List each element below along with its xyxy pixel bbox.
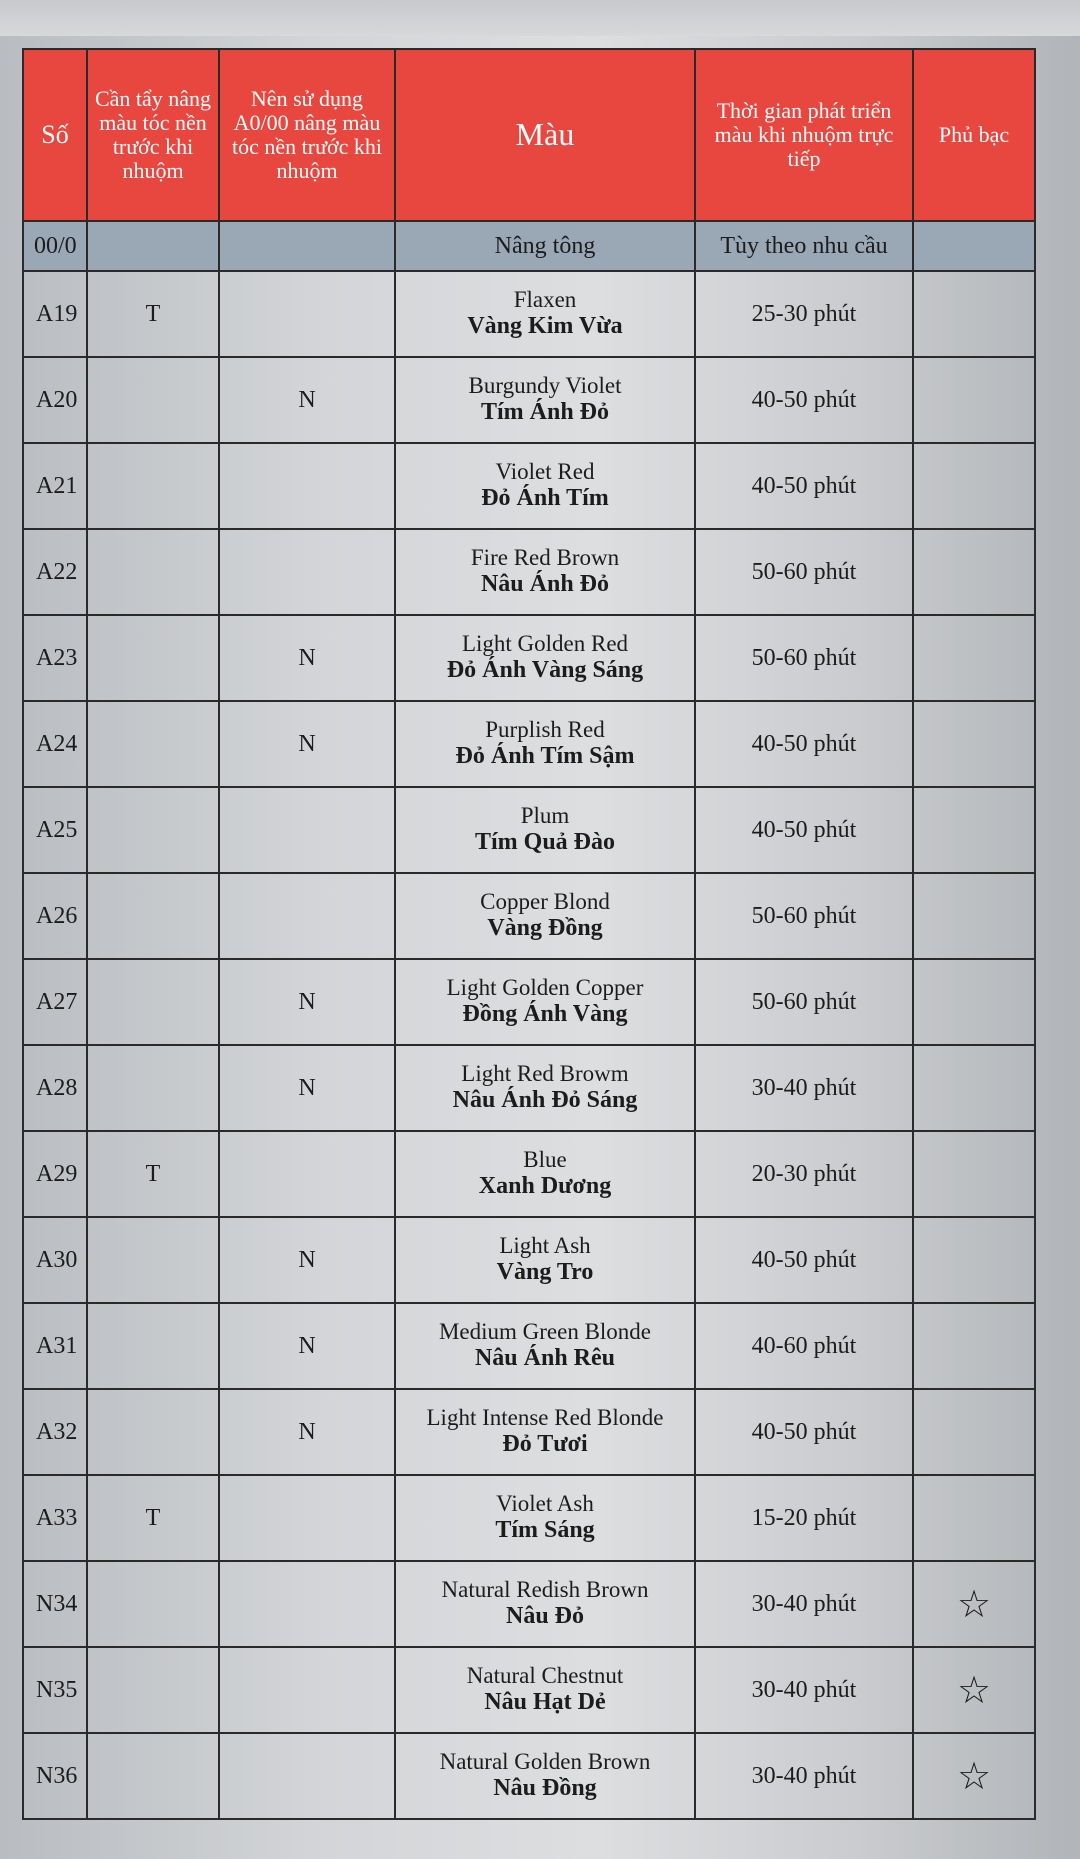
row-grey-coverage — [913, 1303, 1035, 1389]
row-lift-flag — [219, 1475, 395, 1561]
row-lift-flag: N — [219, 959, 395, 1045]
table-row — [23, 357, 1035, 443]
row-color-name — [395, 873, 695, 959]
color-name-vietnamese: Đỏ Ánh Tím — [481, 485, 609, 512]
toning-grey-cell — [913, 221, 1035, 271]
row-bleach-flag — [87, 615, 219, 701]
table-header-row — [23, 49, 1035, 221]
color-name-english: Blue — [523, 1146, 567, 1172]
row-grey-coverage — [913, 1647, 1035, 1733]
color-name-english: Violet Red — [495, 458, 595, 484]
toning-color: Nâng tông — [395, 221, 695, 271]
row-development-time: 50-60 phút — [695, 959, 913, 1045]
row-bleach-flag — [87, 1647, 219, 1733]
color-name-vietnamese: Nâu Đỏ — [505, 1603, 584, 1630]
row-code: N35 — [23, 1647, 87, 1733]
row-code: A24 — [23, 701, 87, 787]
row-color-name — [395, 1389, 695, 1475]
hair-color-table-container — [22, 48, 1034, 1820]
row-color-name — [395, 529, 695, 615]
color-name-vietnamese: Nâu Hạt Dẻ — [484, 1689, 606, 1716]
row-code: N36 — [23, 1733, 87, 1819]
row-grey-coverage — [913, 271, 1035, 357]
row-color-name — [395, 1045, 695, 1131]
row-bleach-flag — [87, 1303, 219, 1389]
row-development-time: 30-40 phút — [695, 1647, 913, 1733]
row-lift-flag: N — [219, 357, 395, 443]
table-row — [23, 271, 1035, 357]
table-row — [23, 615, 1035, 701]
row-lift-flag — [219, 1561, 395, 1647]
row-color-name — [395, 1131, 695, 1217]
color-name-vietnamese: Nâu Ánh Đỏ Sáng — [452, 1087, 638, 1114]
row-development-time: 40-50 phút — [695, 787, 913, 873]
hair-color-table — [22, 48, 1036, 1820]
color-name-english: Light Red Browm — [461, 1060, 629, 1086]
row-grey-coverage — [913, 443, 1035, 529]
table-row — [23, 1389, 1035, 1475]
color-name-vietnamese: Vàng Đồng — [487, 915, 603, 942]
row-bleach-flag — [87, 357, 219, 443]
row-bleach-flag — [87, 1733, 219, 1819]
color-name-english: Copper Blond — [480, 888, 610, 914]
row-code: A28 — [23, 1045, 87, 1131]
table-row — [23, 1475, 1035, 1561]
row-development-time: 40-50 phút — [695, 701, 913, 787]
row-bleach-flag — [87, 873, 219, 959]
row-code: A20 — [23, 357, 87, 443]
header-bleach: Cần tẩy nâng màu tóc nền trước khi nhuộm — [87, 49, 219, 221]
row-development-time: 50-60 phút — [695, 873, 913, 959]
row-bleach-flag: T — [87, 271, 219, 357]
row-development-time: 50-60 phút — [695, 615, 913, 701]
row-lift-flag — [219, 1647, 395, 1733]
row-code: A29 — [23, 1131, 87, 1217]
row-color-name — [395, 1561, 695, 1647]
row-color-name — [395, 443, 695, 529]
row-grey-coverage — [913, 357, 1035, 443]
row-development-time: 25-30 phút — [695, 271, 913, 357]
table-row — [23, 959, 1035, 1045]
toning-row — [23, 221, 1035, 271]
color-name-english: Plum — [520, 802, 570, 828]
row-development-time: 40-60 phút — [695, 1303, 913, 1389]
row-lift-flag: N — [219, 701, 395, 787]
row-grey-coverage — [913, 787, 1035, 873]
row-grey-coverage — [913, 529, 1035, 615]
row-code: A22 — [23, 529, 87, 615]
row-lift-flag: N — [219, 1389, 395, 1475]
row-grey-coverage — [913, 1131, 1035, 1217]
color-name-vietnamese: Đỏ Ánh Tím Sậm — [455, 743, 635, 770]
color-name-english: Light Golden Red — [461, 630, 629, 656]
color-name-vietnamese: Tím Sáng — [495, 1517, 595, 1544]
color-name-vietnamese: Vàng Kim Vừa — [467, 313, 623, 340]
row-development-time: 40-50 phút — [695, 1389, 913, 1475]
color-name-vietnamese: Đỏ Tươi — [502, 1431, 588, 1458]
color-name-vietnamese: Nâu Đồng — [493, 1775, 597, 1802]
row-bleach-flag — [87, 787, 219, 873]
table-row — [23, 529, 1035, 615]
row-color-name — [395, 271, 695, 357]
row-color-name — [395, 1475, 695, 1561]
toning-time: Tùy theo nhu cầu — [695, 221, 913, 271]
color-name-vietnamese: Đồng Ánh Vàng — [462, 1001, 628, 1028]
row-bleach-flag — [87, 529, 219, 615]
row-grey-coverage — [913, 1561, 1035, 1647]
table-row — [23, 1561, 1035, 1647]
color-name-english: Natural Redish Brown — [441, 1576, 649, 1602]
table-row — [23, 1131, 1035, 1217]
row-color-name — [395, 615, 695, 701]
row-grey-coverage — [913, 873, 1035, 959]
toning-lift-cell — [219, 221, 395, 271]
row-development-time: 20-30 phút — [695, 1131, 913, 1217]
row-bleach-flag — [87, 443, 219, 529]
row-development-time: 40-50 phút — [695, 357, 913, 443]
star-icon: ☆ — [956, 1583, 992, 1626]
color-name-english: Natural Golden Brown — [439, 1748, 651, 1774]
row-lift-flag — [219, 1131, 395, 1217]
row-grey-coverage — [913, 959, 1035, 1045]
row-lift-flag: N — [219, 615, 395, 701]
row-color-name — [395, 1733, 695, 1819]
row-development-time: 30-40 phút — [695, 1561, 913, 1647]
color-name-english: Fire Red Brown — [470, 544, 620, 570]
color-name-vietnamese: Đỏ Ánh Vàng Sáng — [446, 657, 644, 684]
color-name-vietnamese: Tím Quả Đào — [474, 829, 615, 856]
row-development-time: 15-20 phút — [695, 1475, 913, 1561]
color-name-english: Light Intense Red Blonde — [426, 1404, 664, 1430]
row-lift-flag: N — [219, 1045, 395, 1131]
row-code: A32 — [23, 1389, 87, 1475]
page-top-edge — [0, 0, 1080, 36]
color-name-vietnamese: Xanh Dương — [478, 1173, 612, 1200]
row-bleach-flag — [87, 1389, 219, 1475]
header-grey-coverage: Phủ bạc — [913, 49, 1035, 221]
row-grey-coverage — [913, 1217, 1035, 1303]
header-code: Số — [23, 49, 87, 221]
table-row — [23, 873, 1035, 959]
table-row — [23, 1647, 1035, 1733]
star-icon: ☆ — [956, 1755, 992, 1798]
row-lift-flag: N — [219, 1217, 395, 1303]
table-row — [23, 1303, 1035, 1389]
row-color-name — [395, 1303, 695, 1389]
row-code: A19 — [23, 271, 87, 357]
color-name-english: Flaxen — [513, 286, 577, 312]
color-name-english: Medium Green Blonde — [438, 1318, 652, 1344]
color-name-english: Purplish Red — [485, 716, 605, 742]
color-name-english: Violet Ash — [496, 1490, 594, 1516]
row-grey-coverage — [913, 1475, 1035, 1561]
row-bleach-flag: T — [87, 1131, 219, 1217]
row-lift-flag — [219, 271, 395, 357]
row-color-name — [395, 1647, 695, 1733]
row-lift-flag — [219, 1733, 395, 1819]
row-code: A31 — [23, 1303, 87, 1389]
color-name-english: Burgundy Violet — [468, 372, 622, 398]
star-icon: ☆ — [956, 1669, 992, 1712]
color-name-vietnamese: Tím Ánh Đỏ — [480, 399, 610, 426]
row-color-name — [395, 1217, 695, 1303]
row-color-name — [395, 787, 695, 873]
color-name-vietnamese: Vàng Tro — [496, 1259, 594, 1286]
table-row — [23, 1045, 1035, 1131]
header-color: Màu — [395, 49, 695, 221]
table-row — [23, 1733, 1035, 1819]
toning-bleach-cell — [87, 221, 219, 271]
row-bleach-flag — [87, 1217, 219, 1303]
row-development-time: 30-40 phút — [695, 1045, 913, 1131]
row-lift-flag: N — [219, 1303, 395, 1389]
row-development-time: 50-60 phút — [695, 529, 913, 615]
color-name-vietnamese: Nâu Ánh Rêu — [474, 1345, 616, 1372]
table-row — [23, 787, 1035, 873]
row-color-name — [395, 701, 695, 787]
table-row — [23, 701, 1035, 787]
row-lift-flag — [219, 443, 395, 529]
row-grey-coverage — [913, 615, 1035, 701]
row-bleach-flag — [87, 1561, 219, 1647]
row-grey-coverage — [913, 1389, 1035, 1475]
row-code: A21 — [23, 443, 87, 529]
row-lift-flag — [219, 873, 395, 959]
color-name-english: Light Ash — [499, 1232, 591, 1258]
row-code: A26 — [23, 873, 87, 959]
row-code: A30 — [23, 1217, 87, 1303]
row-color-name — [395, 959, 695, 1045]
row-bleach-flag — [87, 701, 219, 787]
color-name-english: Natural Chestnut — [466, 1662, 624, 1688]
row-code: N34 — [23, 1561, 87, 1647]
row-lift-flag — [219, 787, 395, 873]
row-code: A27 — [23, 959, 87, 1045]
row-bleach-flag: T — [87, 1475, 219, 1561]
row-code: A25 — [23, 787, 87, 873]
row-development-time: 30-40 phút — [695, 1733, 913, 1819]
table-row — [23, 443, 1035, 529]
header-time: Thời gian phát triển màu khi nhuộm trực tiếp — [695, 49, 913, 221]
toning-code: 00/0 — [23, 221, 87, 271]
header-lift: Nên sử dụng A0/00 nâng màu tóc nền trước khi nhuộm — [219, 49, 395, 221]
row-grey-coverage — [913, 1733, 1035, 1819]
row-code: A23 — [23, 615, 87, 701]
row-bleach-flag — [87, 1045, 219, 1131]
row-grey-coverage — [913, 1045, 1035, 1131]
table-row — [23, 1217, 1035, 1303]
color-name-vietnamese: Nâu Ánh Đỏ — [480, 571, 610, 598]
row-color-name — [395, 357, 695, 443]
row-grey-coverage — [913, 701, 1035, 787]
row-lift-flag — [219, 529, 395, 615]
row-code: A33 — [23, 1475, 87, 1561]
row-bleach-flag — [87, 959, 219, 1045]
row-development-time: 40-50 phút — [695, 443, 913, 529]
color-name-english: Light Golden Copper — [446, 974, 644, 1000]
row-development-time: 40-50 phút — [695, 1217, 913, 1303]
